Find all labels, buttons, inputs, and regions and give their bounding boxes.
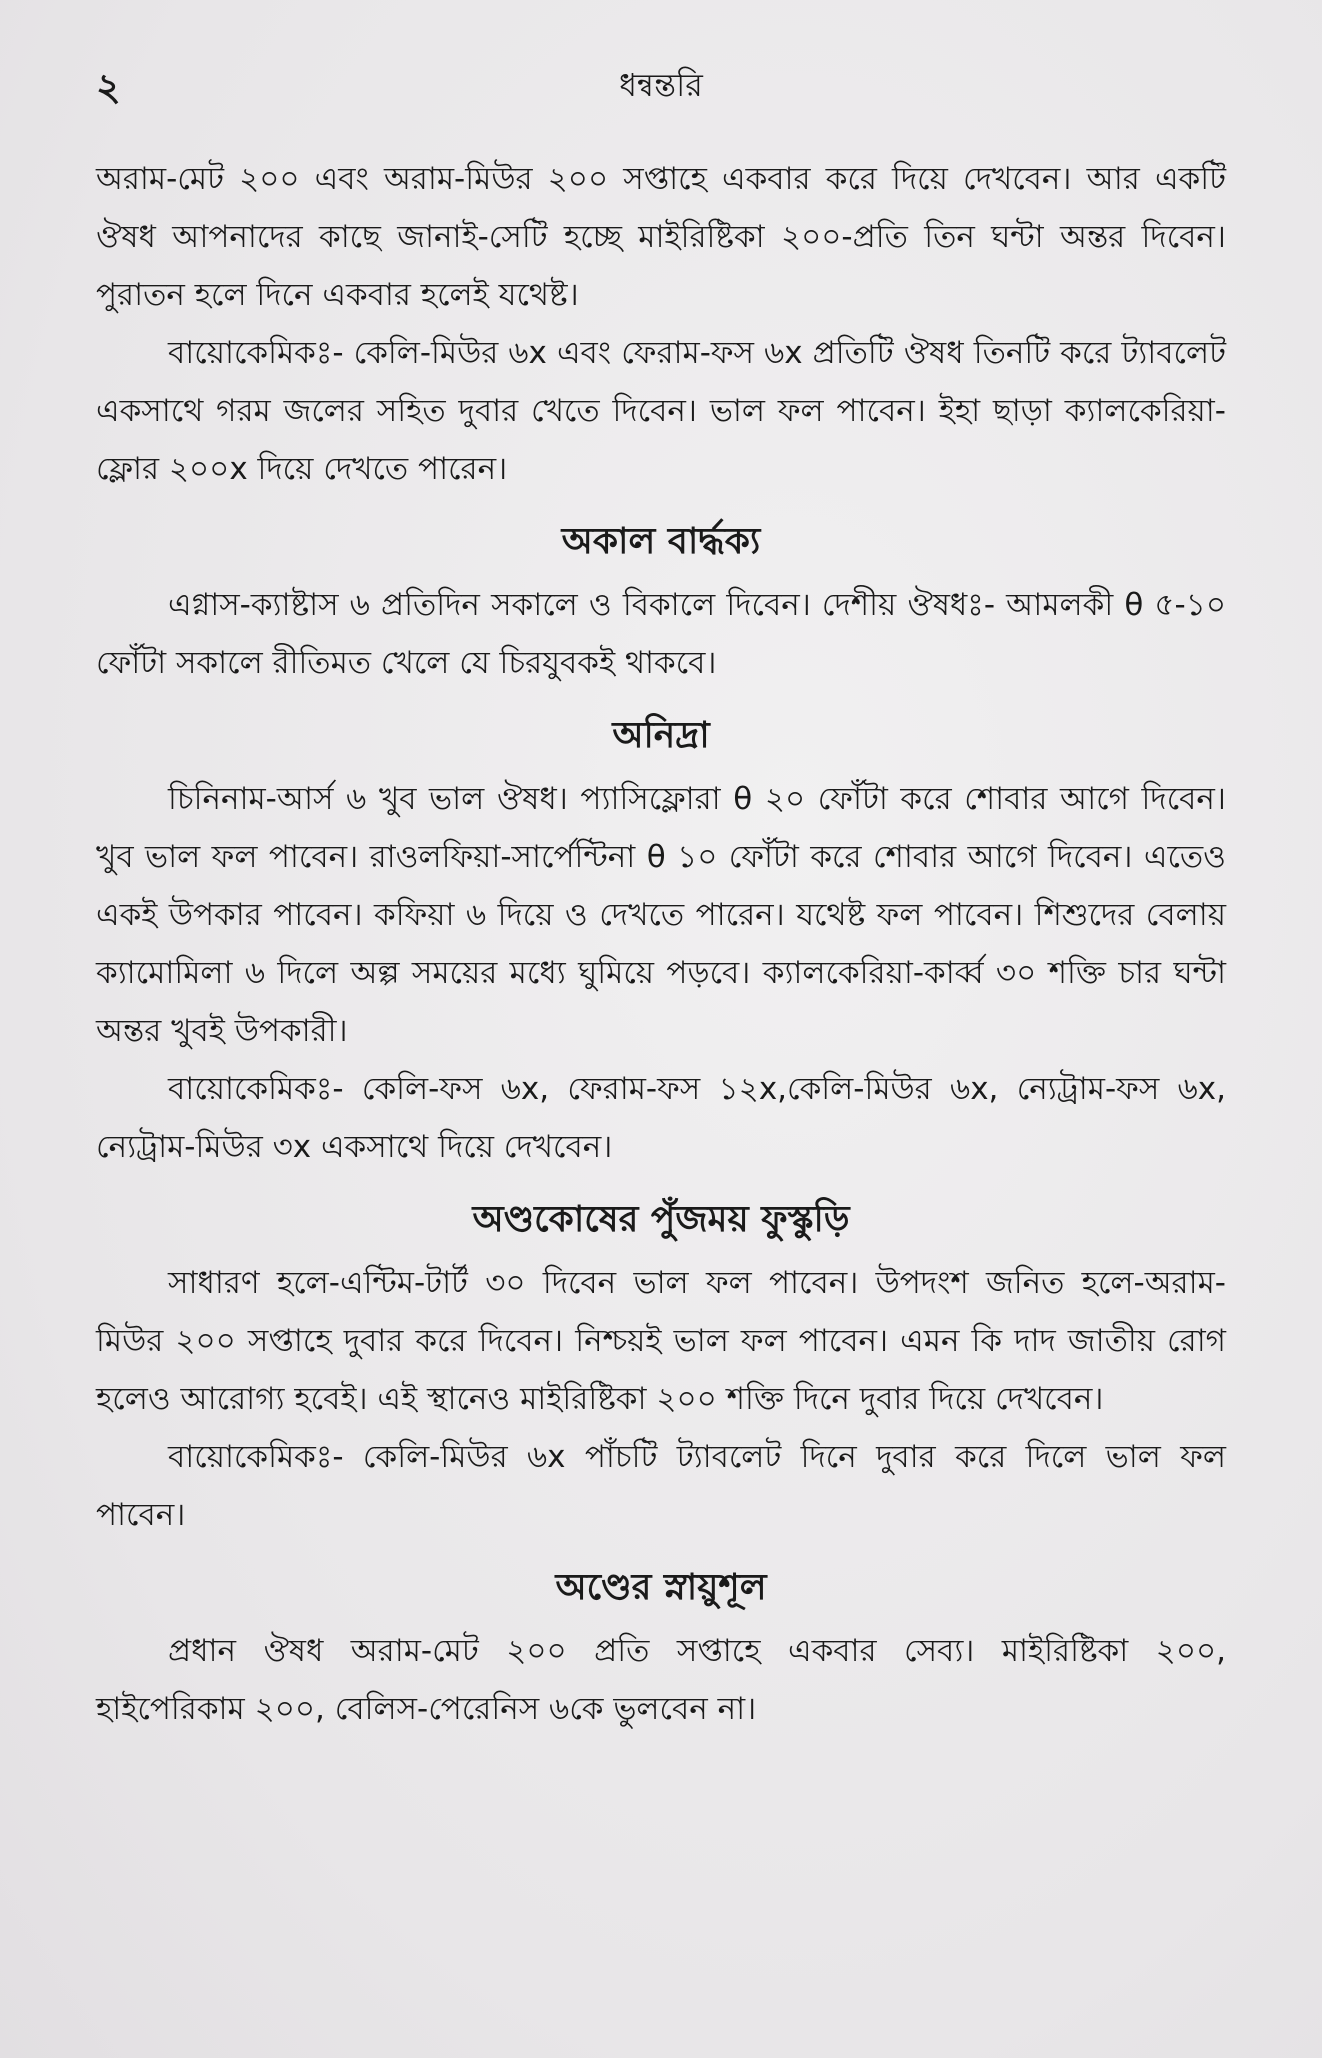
paragraph: অরাম-মেট ২০০ এবং অরাম-মিউর ২০০ সপ্তাহে একবার করে দিয়ে দেখবেন। আর একটি ঔষধ আপনাদের কাছে জানাই-সেটি হচ্ছে মাইরিষ্টিকা ২০০-প্রতি তিন ঘন্টা অন্তর দিবেন। পুরাতন হলে দিনে একবার হলেই যথেষ্ট। <box>96 161 1226 313</box>
paragraph: বায়োকেমিকঃ- কেলি-মিউর ৬x এবং ফেরাম-ফস ৬x প্রতিটি ঔষধ তিনটি করে ট্যাবলেট একসাথে গরম জলের সহিত দুবার খেতে দিবেন। ভাল ফল পাবেন। ইহা ছাড়া ক্যালকেরিয়া-ফ্লোর ২০০x দিয়ে দেখতে পারেন। <box>96 335 1226 487</box>
section-heading: অকাল বার্দ্ধক্য <box>561 521 761 562</box>
running-title: ধন্বন্তরি <box>619 66 703 104</box>
paragraph: বায়োকেমিকঃ- কেলি-ফস ৬x, ফেরাম-ফস ১২x,কেলি-মিউর ৬x, ন্যেট্রাম-ফস ৬x, ন্যেট্রাম-মিউর ৩x একসাথে দিয়ে দেখবেন। <box>96 1071 1226 1165</box>
section-heading: অণ্ডের স্নায়ুশূল <box>555 1567 767 1608</box>
paragraph: প্রধান ঔষধ অরাম-মেট ২০০ প্রতি সপ্তাহে একবার সেব্য। মাইরিষ্টিকা ২০০, হাইপেরিকাম ২০০, বেলিস-পেরেনিস ৬কে ভুলবেন না। <box>96 1633 1226 1727</box>
page-body <box>96 150 1226 1738</box>
paragraph: সাধারণ হলে-এন্টিম-টার্ট ৩০ দিবেন ভাল ফল পাবেন। উপদংশ জনিত হলে-অরাম-মিউর ২০০ সপ্তাহে দুবার করে দিবেন। নিশ্চয়ই ভাল ফল পাবেন। এমন কি দাদ জাতীয় রোগ হলেও আরোগ্য হবেই। এই স্থানেও মাইরিষ্টিকা ২০০ শক্তি দিনে দুবার দিয়ে দেখবেন। <box>96 1265 1226 1417</box>
paragraph: বায়োকেমিকঃ- কেলি-মিউর ৬x পাঁচটি ট্যাবলেট দিনে দুবার করে দিলে ভাল ফল পাবেন। <box>96 1439 1226 1533</box>
section-heading: অনিদ্রা <box>612 715 710 756</box>
paragraph: চিনিনাম-আর্স ৬ খুব ভাল ঔষধ। প্যাসিফ্লোরা θ ২০ ফোঁটা করে শোবার আগে দিবেন। খুব ভাল ফল পাবেন। রাওলফিয়া-সার্পেন্টিনা θ ১০ ফোঁটা করে শোবার আগে দিবেন। এতেও একই উপকার পাবেন। কফিয়া ৬ দিয়ে ও দেখতে পারেন। যথেষ্ট ফল পাবেন। শিশুদের বেলায় ক্যামোমিলা ৬ দিলে অল্প সময়ের মধ্যে ঘুমিয়ে পড়বে। ক্যালকেরিয়া-কার্ব্ব ৩০ শক্তি চার ঘন্টা অন্তর খুবই উপকারী। <box>96 781 1226 1049</box>
page-number: ২ <box>96 65 121 109</box>
section-heading: অণ্ডকোষের পুঁজময় ফুস্কুড়ি <box>472 1199 850 1240</box>
paragraph: এগ্নাস-ক্যাষ্টাস ৬ প্রতিদিন সকালে ও বিকালে দিবেন। দেশীয় ঔষধঃ- আমলকী θ ৫-১০ ফোঁটা সকালে রীতিমত খেলে যে চিরযুবকই থাকবে। <box>96 587 1226 681</box>
page-header <box>96 58 1226 118</box>
